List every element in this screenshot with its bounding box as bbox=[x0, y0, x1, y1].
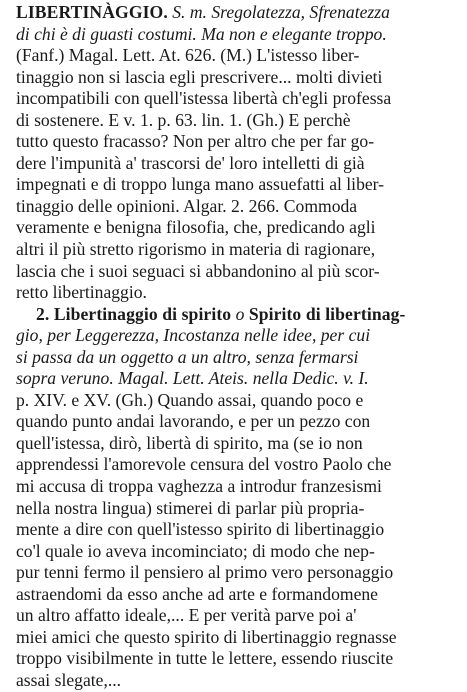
sense2-line-1: si passa da un oggetto a un altro, senza fermarsi bbox=[16, 346, 359, 367]
entry-line-7: dere l'impunità a' trascorsi de' loro intelletti di già bbox=[16, 152, 365, 173]
sense2-line-7: mi accusa di troppa vaghezza a introdur franzesismi bbox=[16, 476, 382, 497]
entry-line-9: tinaggio delle opinioni. Algar. 2. 266. Commoda bbox=[16, 195, 358, 216]
sense2-line-10: co'l quale io aveva incominciato; di modo che nep- bbox=[16, 540, 375, 561]
entry-line-2: (Fanf.) Magal. Lett. At. 626. (M.) L'istesso liber- bbox=[16, 45, 360, 66]
sense2-heading: Libertinaggio di spirito bbox=[53, 303, 232, 324]
sense2-line-11: pur tenni fermo il pensiero al primo vero personaggio bbox=[16, 562, 394, 583]
sense2-line-14: miei amici che questo spirito di libertinaggio regnasse bbox=[16, 626, 397, 647]
sense2-line-16: assai slegate,... bbox=[16, 669, 122, 690]
entry-line-8: impegnati e di troppo lunga mano assuefatti al liber- bbox=[16, 174, 385, 195]
sense2-line-6: apprendessi l'amorevole censura del vostro Paolo che bbox=[16, 454, 392, 475]
sense2-line-12: astraendomi da esso anche ad arte e formandomene bbox=[16, 583, 378, 604]
sense2-heading-line bbox=[16, 304, 456, 326]
entry-line-1: di chi è di guasti costumi. Ma non e elegante troppo. bbox=[16, 23, 387, 44]
sense2-line-2: sopra veruno. Magal. Lett. Ateis. nella Dedic. v. I. bbox=[16, 368, 369, 389]
entry-headword-line bbox=[16, 2, 456, 24]
sense2-line-15: troppo visibilmente in tutte le lettere, essendo riuscite bbox=[16, 648, 394, 669]
sense2-line-5: quell'istessa, dirò, libertà di spirito, ma (se io non bbox=[16, 432, 363, 453]
dictionary-page bbox=[16, 2, 456, 692]
sense2-line-4: quando punto andai lavorando, e per un pezzo con bbox=[16, 411, 371, 432]
sense2-heading2: Spirito di libertinag- bbox=[248, 303, 406, 324]
entry-line-6: tutto questo fracasso? Non per altro che per far go- bbox=[16, 131, 375, 152]
sense2-line-13: un altro affatto ideale,... E per verità parve poi a' bbox=[16, 605, 357, 626]
entry-line-11: altri il più stretto rigorismo in materia di ragionare, bbox=[16, 239, 376, 260]
sense2-line-9: mente a dire con quell'istesso spirito di libertinaggio bbox=[16, 519, 385, 540]
entry-line-13: retto libertinaggio. bbox=[16, 282, 147, 303]
entry-line-5: di sostenere. E v. 1. p. 63. lin. 1. (Gh.) E perchè bbox=[16, 109, 351, 130]
entry-line-10: veramente e benigna filosofia, che, predicando agli bbox=[16, 217, 376, 238]
sense2-line-3: p. XIV. e XV. (Gh.) Quando assai, quando poco e bbox=[16, 389, 364, 410]
sense2-line-8: nella nostra lingua) stimerei di parlar più propria- bbox=[16, 497, 365, 518]
sense2-line-0: gio, per Leggerezza, Incostanza nelle idee, per cui bbox=[16, 325, 371, 346]
sense2-connector: o bbox=[235, 303, 245, 324]
entry-line-0: S. m. Sregolatezza, Sfrenatezza bbox=[172, 2, 390, 22]
entry-line-4: incompatibili con quell'istessa libertà ch'egli professa bbox=[16, 88, 392, 109]
sense2-number: 2. bbox=[36, 303, 50, 324]
entry-line-12: lascia che i suoi seguaci si abbandonino al più scor- bbox=[16, 260, 380, 281]
entry-headword: LIBERTINÀGGIO. bbox=[16, 2, 168, 22]
entry-line-3: tinaggio non si lascia egli prescrivere... molti divieti bbox=[16, 66, 383, 87]
